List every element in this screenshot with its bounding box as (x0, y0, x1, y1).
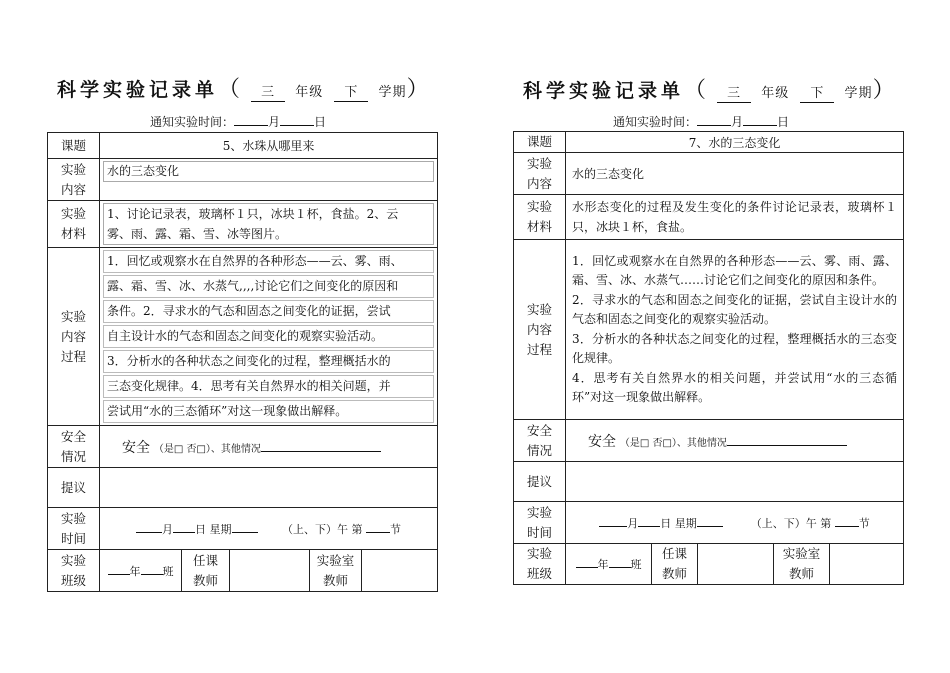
right-class-value: 年 班 (566, 544, 652, 585)
left-title-main: 科学实验记录单 (57, 79, 219, 101)
left-safety-label: 安全情况 (48, 426, 100, 468)
left-notice: 通知实验时间： 月 日 (150, 115, 327, 129)
right-process-label: 实验内容过程 (514, 240, 566, 420)
left-content-label: 实验内容 (48, 159, 100, 201)
right-materials-value: 水形态变化的过程及发生变化的条件讨论记录表，玻璃杯１只，冰块１杯，食盐。 (566, 195, 904, 240)
left-teacher-label: 任课教师 (182, 550, 230, 592)
right-suggest-label: 提议 (514, 462, 566, 502)
right-teacher-value (698, 544, 774, 585)
right-grade-label: 年级 (761, 86, 790, 101)
left-grade-label: 年级 (295, 85, 324, 100)
right-materials-label: 实验材料 (514, 195, 566, 240)
left-lab-teacher-label: 实验室教师 (310, 550, 362, 592)
left-topic-value: 5、水珠从哪里来 (100, 133, 438, 159)
left-content-value: 水的三态变化 (103, 161, 434, 182)
right-grade-value: 三 (717, 86, 751, 103)
right-time-label: 实验时间 (514, 502, 566, 544)
left-process-value: 1．回忆或观察水在自然界的各种形态——云、雾、雨、 露、霜、雪、冰、水蒸气,,,,讨论它们之间变化的原因和 条件。2．寻求水的气态和固态之间变化的证据，尝试 自主设计水的气态和固态之间变化的观察实验活动。 3．分析水的各种状态之间变化的过程，整理概括水的 三态变化规律。4．思考有关自然界水的相关问题，并 尝试用“水的三态循环”对这一现象做出解释。 (100, 248, 438, 426)
left-term-value: 下 (334, 85, 368, 102)
left-term-label: 学期 (378, 85, 407, 100)
left-title: 科学实验记录单（ 三 年级 下 学期） (57, 77, 429, 102)
left-record-table (47, 132, 438, 592)
right-teacher-label: 任课教师 (652, 544, 698, 585)
right-safety-value: 安全 （是□ 否□）、其他情况 (566, 420, 904, 462)
right-class-label: 实验班级 (514, 544, 566, 585)
right-topic-value: 7、水的三态变化 (566, 132, 904, 153)
left-topic-label: 课题 (48, 133, 100, 159)
right-content-value: 水的三态变化 (566, 153, 904, 195)
right-title: 科学实验记录单（ 三 年级 下 学期） (523, 78, 895, 103)
right-topic-label: 课题 (514, 132, 566, 153)
left-materials-label: 实验材料 (48, 201, 100, 248)
right-process-value: 1．回忆或观察水在自然界的各种形态——云、雾、雨、露、霜、雪、冰、水蒸气……讨论它们之间变化的原因和条件。 2．寻求水的气态和固态之间变化的证据，尝试自主设计水的气态和固态之间变化的观察实验活动。 3．分析水的各种状态之间变化的过程，整理概括水的三态变化规律。 4．思考有关自然界水的相关问题，并尝试用“水的三态循环”对这一现象做出解释。 (566, 240, 904, 420)
right-time-value: 月 日 星期 （上、下）午 第 节 (566, 502, 904, 544)
right-notice: 通知实验时间： 月 日 (613, 115, 790, 129)
left-lab-teacher-value (362, 550, 438, 592)
left-class-value: 年 班 (100, 550, 182, 592)
right-lab-teacher-label: 实验室教师 (774, 544, 830, 585)
left-materials-value: 1、讨论记录表，玻璃杯１只，冰块１杯，食盐。2、云 雾、雨、露、霜、雪、冰等图片。 (103, 203, 434, 245)
left-class-label: 实验班级 (48, 550, 100, 592)
left-suggest-value (100, 468, 438, 508)
left-time-value: 月 日 星期 （上、下）午 第 节 (100, 508, 438, 550)
left-process-label: 实验内容过程 (48, 248, 100, 426)
right-title-main: 科学实验记录单 (523, 80, 685, 102)
right-lab-teacher-value (830, 544, 904, 585)
left-suggest-label: 提议 (48, 468, 100, 508)
left-teacher-value (230, 550, 310, 592)
left-time-label: 实验时间 (48, 508, 100, 550)
right-content-label: 实验内容 (514, 153, 566, 195)
right-safety-label: 安全情况 (514, 420, 566, 462)
right-term-value: 下 (800, 86, 834, 103)
right-suggest-value (566, 462, 904, 502)
right-term-label: 学期 (844, 86, 873, 101)
left-safety-value: 安全 （是□ 否□）、其他情况 (100, 426, 438, 468)
left-grade-value: 三 (251, 85, 285, 102)
right-record-table (513, 131, 904, 585)
